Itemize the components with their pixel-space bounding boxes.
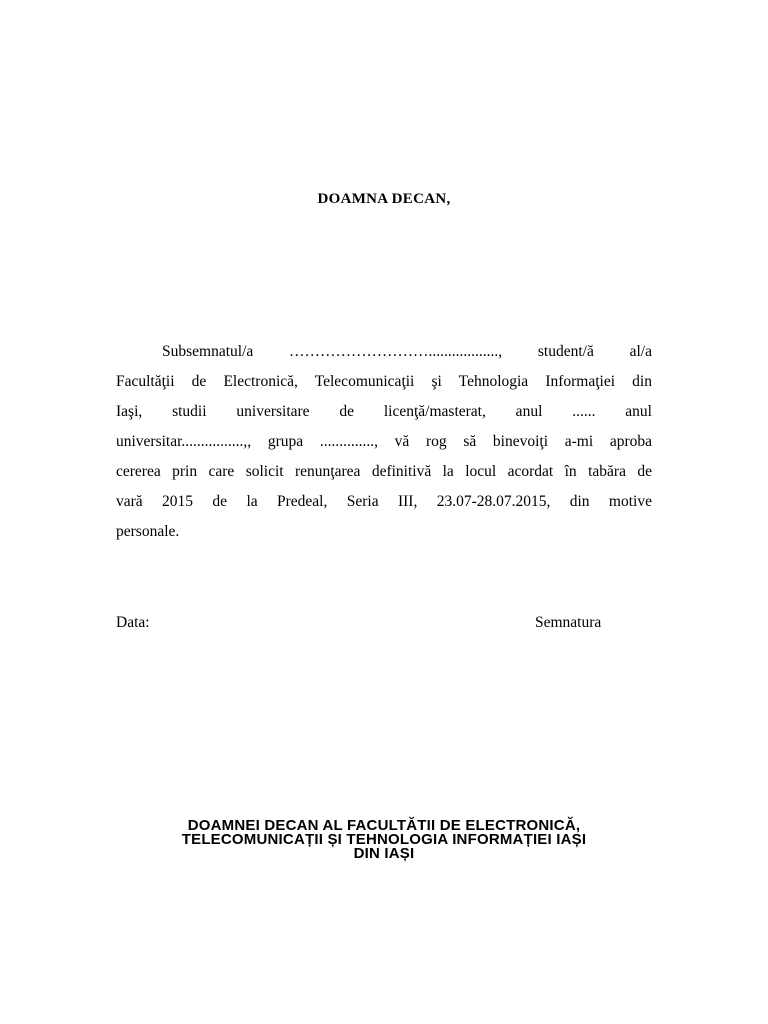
- addressee-block: [0, 819, 768, 861]
- body-line: Iaşi, studii universitare de licenţă/masterat, anul ...... anul: [116, 403, 652, 420]
- body-line: Facultăţii de Electronică, Telecomunicaţii şi Tehnologia Informaţiei din: [116, 373, 652, 390]
- body-line: universitar................,, grupa .............., vă rog să binevoiţi a-mi aproba: [116, 433, 652, 450]
- body-line: vară 2015 de la Predeal, Seria III, 23.07-28.07.2015, din motive: [116, 493, 652, 510]
- body-line: cererea prin care solicit renunţarea definitivă la locul acordat în tabăra de: [116, 463, 652, 480]
- request-body: [116, 337, 652, 547]
- date-label: Data:: [116, 614, 150, 631]
- body-line: Subsemnatul/a ……………………….................., student/ă al/a: [162, 343, 652, 360]
- salutation-heading: DOAMNA DECAN,: [317, 191, 451, 207]
- body-line: personale.: [116, 523, 180, 540]
- address-line: TELECOMUNICAȚII ȘI TEHNOLOGIA INFORMAȚIEI IAȘI: [181, 831, 587, 848]
- address-line: DIN IAȘI: [353, 845, 415, 862]
- signature-label: Semnatura: [535, 614, 602, 631]
- address-line: DOAMNEI DECAN AL FACULTĂTII DE ELECTRONICĂ,: [187, 817, 581, 834]
